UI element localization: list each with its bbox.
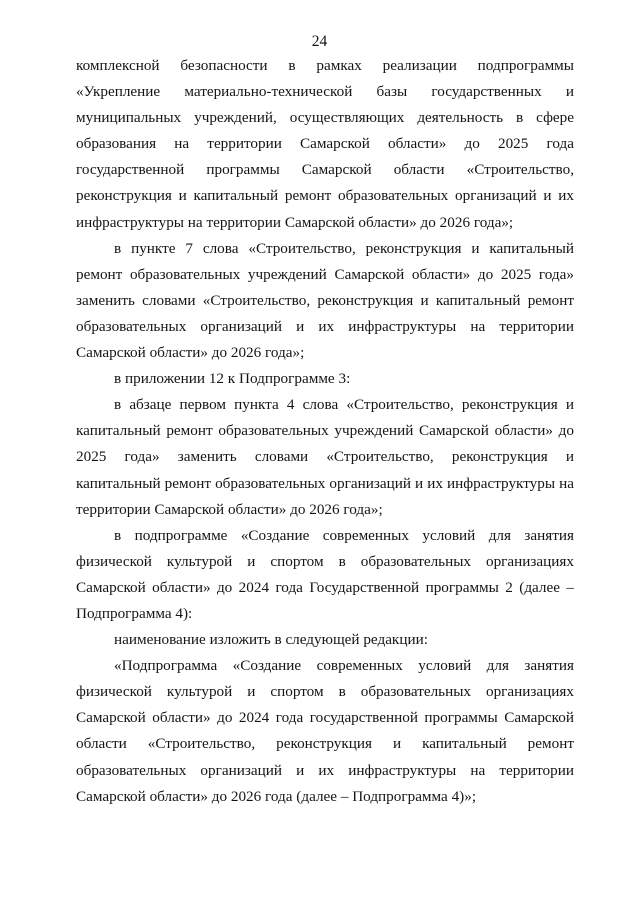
text-line: территории Самарской области» до 2026 года»;: [76, 500, 383, 518]
text-line: «Подпрограмма «Создание современных условий для занятия: [114, 657, 574, 675]
paragraph: [76, 523, 574, 627]
text-line: инфраструктуры на территории Самарской области» до 2026 года»;: [76, 213, 514, 231]
document-body: [76, 53, 574, 810]
page-number: 24: [311, 33, 328, 50]
text-line: физической культурой и спортом в образовательных организациях: [76, 683, 574, 701]
text-line: Подпрограмма 4):: [76, 604, 193, 622]
text-line: области «Строительство, реконструкция и капитальный ремонт: [76, 735, 574, 753]
text-line: в абзаце первом пункта 4 слова «Строительство, реконструкция и: [114, 396, 574, 414]
text-line: Самарской области» до 2026 года»;: [76, 344, 305, 362]
text-line: физической культурой и спортом в образовательных организациях: [76, 552, 574, 570]
text-line: в приложении 12 к Подпрограмме 3:: [114, 370, 351, 388]
text-line: образования на территории Самарской области» до 2025 года: [76, 135, 574, 153]
paragraph: [76, 653, 574, 810]
text-line: Самарской области» до 2024 года государственной программы Самарской: [76, 709, 574, 727]
text-line: «Укрепление материально-технической базы государственных и: [76, 83, 574, 101]
paragraph: [76, 53, 574, 236]
text-line: реконструкция и капитальный ремонт образовательных организаций и их: [76, 187, 574, 205]
text-line: муниципальных учреждений, осуществляющих деятельность в сфере: [76, 109, 574, 127]
text-line: образовательных организаций и их инфраструктуры на территории: [76, 317, 574, 335]
text-line: 2025 года» заменить словами «Строительство, реконструкция и: [76, 448, 574, 466]
text-line: капитальный ремонт образовательных организаций и их инфраструктуры на: [76, 474, 574, 492]
text-line: в подпрограмме «Создание современных условий для занятия: [114, 526, 574, 544]
text-line: наименование изложить в следующей редакции:: [114, 631, 428, 649]
text-line: в пункте 7 слова «Строительство, реконструкция и капитальный: [114, 239, 574, 257]
text-line: заменить словами «Строительство, реконструкция и капитальный ремонт: [76, 291, 574, 309]
paragraph: [76, 627, 574, 653]
text-line: Самарской области» до 2026 года (далее – Подпрограмма 4)»;: [76, 787, 477, 805]
text-line: государственной программы Самарской области «Строительство,: [76, 161, 574, 179]
paragraph: [76, 392, 574, 522]
paragraph: [76, 236, 574, 366]
text-line: комплексной безопасности в рамках реализации подпрограммы: [76, 57, 574, 74]
text-line: Самарской области» до 2024 года Государственной программы 2 (далее –: [76, 578, 574, 596]
text-line: капитальный ремонт образовательных учреждений Самарской области» до: [76, 422, 574, 440]
text-line: образовательных организаций и их инфраструктуры на территории: [76, 761, 574, 779]
text-line: ремонт образовательных учреждений Самарской области» до 2025 года»: [76, 265, 574, 283]
paragraph: [76, 366, 574, 392]
